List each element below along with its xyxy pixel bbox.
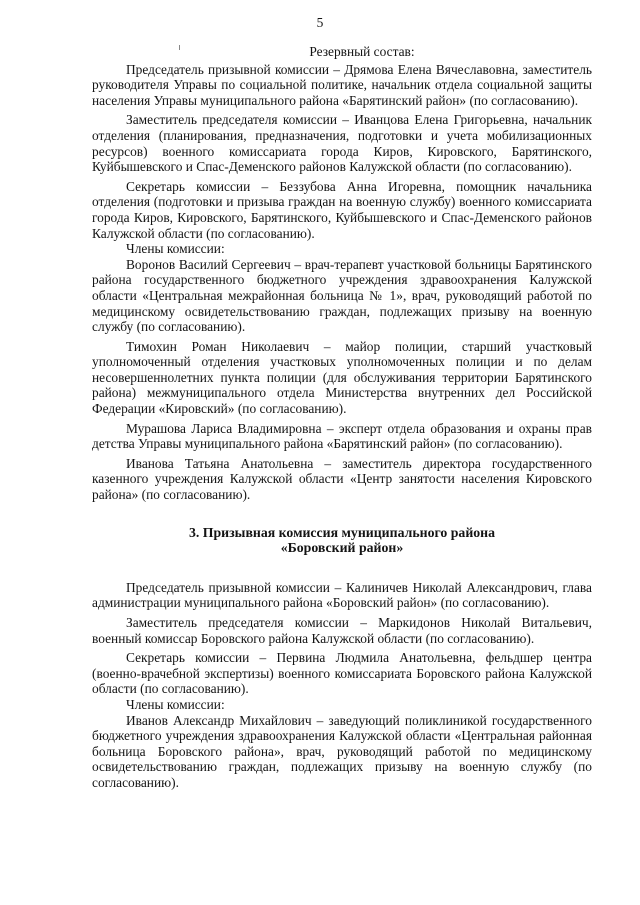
page-number: 5 [316,15,324,30]
section-3-deputy-chairman: Заместитель председателя комиссии – Маркидонов Николай Витальевич, военный комиссар Боровского района Калужской области (по согласованию). [92,615,592,646]
section-3-heading [92,525,592,556]
section-3-heading-line-1: 3. Призывная комиссия муниципального района [188,524,496,540]
section-3-member-ivanov: Иванов Александр Михайлович – заведующий поликлиникой государственного бюджетного учреждения здравоохранения Калужской области «Центральная районная больница Боровского района», врач, руководящий работой по медицинскому освидетельствованию граждан, подлежащих призыву на военную службу (по согласованию). [92,712,592,790]
reserve-secretary: Секретарь комиссии – Беззубова Анна Игоревна, помощник начальника отделения (подготовки и призыва граждан на военную службу) военного комиссариата города Киров, Кировского, Барятинского, Куйбышевского и Спас-Деменского районов Калужской области (по согласованию). [92,178,592,241]
reserve-deputy-chairman: Заместитель председателя комиссии – Иванцова Елена Григорьевна, начальник отделения (планирования, предназначения, подготовки и учета мобилизационных ресурсов) военного комиссариата города Киров, Кировского, Барятинского, Куйбышевского и Спас-Деменского районов Калужской области (по согласованию). [92,112,592,175]
section-3-members-label: Члены комиссии: [126,696,225,712]
reserve-heading: Резервный состав: [309,44,415,59]
reserve-member-timokhin: Тимохин Роман Николаевич – майор полиции, старший участковый уполномоченный отделения участковых уполномоченных полиции и по делам несовершеннолетних пункта полиции (для обслуживания территории Барятинского района) межмуниципального отдела Министерства внутренних дел Российской Федерации «Кировский» (по согласованию). [92,338,592,417]
reserve-member-ivanova: Иванова Татьяна Анатольевна – заместитель директора государственного казенного учреждения Калужской области «Центр занятости населения Кировского района» (по согласованию). [92,455,592,503]
document-body [92,44,592,791]
section-3-secretary: Секретарь комиссии – Первина Людмила Анатольевна, фельдшер центра (военно-врачебной экспертизы) военного комиссариата Боровского района Калужской области (по согласованию). [92,650,592,697]
reserve-member-murashova: Мурашова Лариса Владимировна – эксперт отдела образования и охраны прав детства Управы муниципального района «Барятинский район» (по согласованию). [92,420,592,452]
reserve-members-label: Члены комиссии: [126,241,225,257]
reserve-chairman: Председатель призывной комиссии – Дрямова Елена Вячеславовна, заместитель руководителя Управы по социальной политике, начальник отдела социальной защиты населения Управы муниципального района «Барятинский район» (по согласованию). [92,61,592,108]
reserve-member-voronov: Воронов Василий Сергеевич – врач-терапевт участковой больницы Барятинского района государственного бюджетного учреждения здравоохранения Калужской области «Центральная межрайонная больница № 1», врач, руководящий работой по медицинскому освидетельствованию граждан, подлежащих призыву на военную службу (по согласованию). [92,256,592,335]
section-3-chairman: Председатель призывной комиссии – Калиничев Николай Александрович, глава администрации муниципального района «Боровский район» (по согласованию). [92,579,592,611]
section-3-heading-line-2: «Боровский район» [280,540,404,556]
